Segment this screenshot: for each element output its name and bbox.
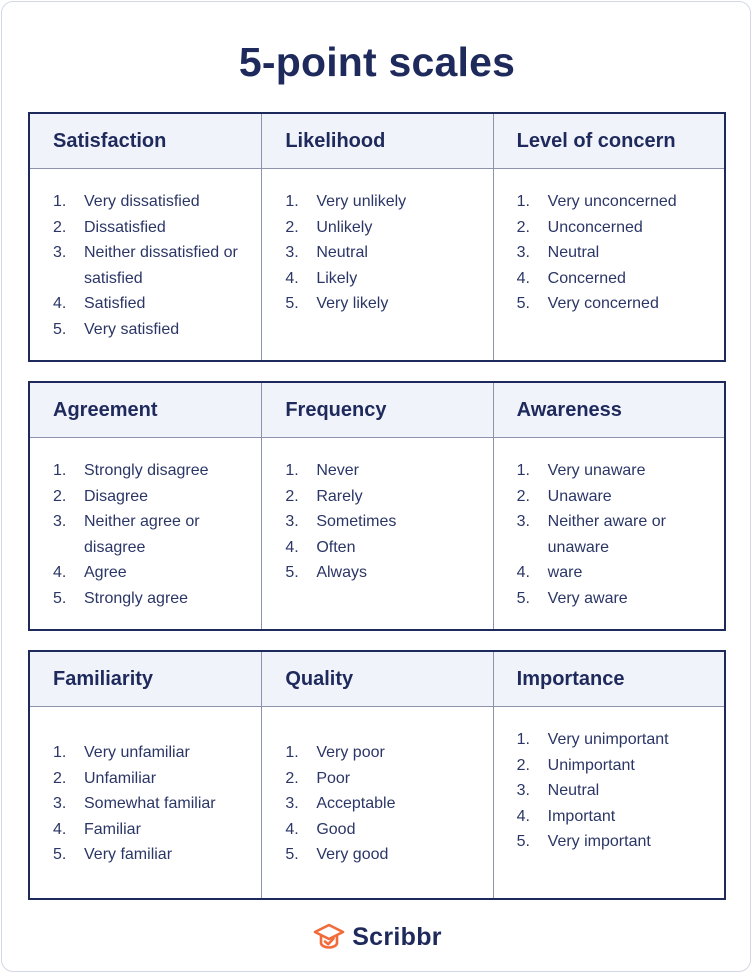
list-item: 1. Never <box>285 462 360 479</box>
list-item: 1. Very unaware <box>516 462 646 479</box>
scale-column-familiarity <box>30 652 261 898</box>
list-item: 3. Neutral <box>516 782 600 800</box>
list-item: 2. Unconcerned <box>516 218 643 236</box>
column-heading: Quality <box>262 652 492 707</box>
list-item: 4. Important <box>516 807 616 825</box>
list-item: 1. Very dissatisfied <box>53 193 200 210</box>
column-heading: Importance <box>494 652 724 707</box>
brand-footer <box>0 920 754 954</box>
list-item: 4. Often <box>285 538 356 556</box>
scale-list <box>53 740 251 868</box>
list-item: 5. Very important <box>516 833 651 851</box>
list-item: 5. Very good <box>285 846 389 864</box>
scale-list <box>517 189 714 317</box>
scale-list <box>517 727 714 855</box>
list-item: 1. Very unconcerned <box>516 193 677 210</box>
column-heading: Level of concern <box>494 114 724 169</box>
list-item: 2. Dissatisfied <box>53 218 166 236</box>
list-item: 3. Somewhat familiar <box>53 795 216 813</box>
brand-name: Scribbr <box>352 922 442 951</box>
scale-panel-3 <box>28 650 726 900</box>
list-item: 1. Very unfamiliar <box>53 744 190 761</box>
list-item: 4. ware <box>516 564 583 582</box>
scale-list <box>53 458 251 612</box>
list-item: 2. Rarely <box>285 487 363 505</box>
column-heading: Likelihood <box>262 114 492 169</box>
list-item: 5. Very familiar <box>53 846 173 864</box>
list-item: 4. Familiar <box>53 820 141 838</box>
scale-column-awareness <box>493 383 724 629</box>
scale-list <box>517 458 714 612</box>
graduation-cap-icon <box>312 920 346 954</box>
list-item: 5. Very satisfied <box>53 320 180 338</box>
list-item: 3. Acceptable <box>285 795 396 813</box>
list-item: 4. Good <box>285 820 356 838</box>
list-item: 3. Neither dissatisfied or satisfied <box>53 244 238 287</box>
column-heading: Frequency <box>262 383 492 438</box>
list-item: 2. Unaware <box>516 487 612 505</box>
scale-list <box>285 740 482 868</box>
list-item: 3. Neither agree or disagree <box>53 513 200 556</box>
list-item: 2. Unlikely <box>285 218 373 236</box>
scale-panel-1 <box>28 112 726 362</box>
column-heading: Agreement <box>30 383 261 438</box>
scale-column-frequency <box>261 383 492 629</box>
list-item: 2. Unfamiliar <box>53 769 157 787</box>
list-item: 4. Concerned <box>516 269 626 287</box>
scale-column-agreement <box>30 383 261 629</box>
list-item: 4. Likely <box>285 269 358 287</box>
scale-column-quality <box>261 652 492 898</box>
list-item: 1. Strongly disagree <box>53 462 209 479</box>
list-item: 5. Very likely <box>285 295 389 313</box>
scale-list <box>285 458 482 586</box>
page-title: 5-point scales <box>238 39 516 85</box>
list-item: 2. Disagree <box>53 487 149 505</box>
list-item: 3. Sometimes <box>285 513 397 531</box>
scale-column-importance <box>493 652 724 898</box>
list-item: 5. Very concerned <box>516 295 659 313</box>
scale-list <box>53 189 251 343</box>
list-item: 3. Neutral <box>285 244 368 262</box>
scale-column-level-of-concern <box>493 114 724 360</box>
scale-column-satisfaction <box>30 114 261 360</box>
list-item: 3. Neutral <box>516 244 600 262</box>
column-heading: Satisfaction <box>30 114 261 169</box>
list-item: 4. Satisfied <box>53 295 146 313</box>
list-item: 5. Always <box>285 564 368 582</box>
list-item: 4. Agree <box>53 564 127 582</box>
scale-column-likelihood <box>261 114 492 360</box>
scale-list <box>285 189 482 317</box>
list-item: 1. Very poor <box>285 744 385 761</box>
list-item: 1. Very unlikely <box>285 193 407 210</box>
list-item: 1. Very unimportant <box>516 731 669 748</box>
list-item: 3. Neither aware or unaware <box>516 513 666 556</box>
scale-panel-2 <box>28 381 726 631</box>
list-item: 5. Strongly agree <box>53 589 189 607</box>
list-item: 2. Poor <box>285 769 351 787</box>
list-item: 5. Very aware <box>516 589 628 607</box>
column-heading: Awareness <box>494 383 724 438</box>
list-item: 2. Unimportant <box>516 756 635 774</box>
column-heading: Familiarity <box>30 652 261 707</box>
